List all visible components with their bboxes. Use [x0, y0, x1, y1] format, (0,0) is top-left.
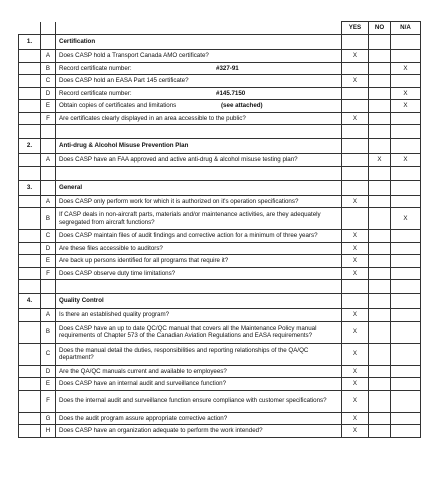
- item-question: [56, 100, 342, 113]
- spacer-cell: [391, 125, 421, 139]
- item-question-text: Does the audit program assure appropriate corrective action?: [59, 414, 228, 422]
- na-mark[interactable]: [391, 242, 421, 255]
- spacer-cell: [19, 280, 41, 294]
- spacer-cell: [369, 125, 391, 139]
- section-header-row: [19, 139, 421, 154]
- section-number: 4.: [19, 294, 41, 309]
- spacer-cell: [369, 280, 391, 294]
- item-number-blank: [19, 309, 41, 322]
- na-mark[interactable]: [391, 378, 421, 391]
- item-question-text: Does CASP have an up to date QC/QC manual that covers all the Maintenance Policy manual requirements of Chapter 573 of the Canadian Aviation Regulations and EASA requirements?: [59, 324, 317, 339]
- item-number-blank: [19, 365, 41, 378]
- na-mark[interactable]: [391, 112, 421, 125]
- item-number-blank: [19, 267, 41, 280]
- blank-header-cell: [41, 22, 56, 35]
- item-question-text: Does CASP observe duty time limitations?: [59, 269, 176, 277]
- item-letter: B: [41, 321, 56, 343]
- item-number-blank: [19, 321, 41, 343]
- no-mark[interactable]: [369, 208, 391, 230]
- checklist-item-row: [19, 195, 421, 208]
- section-letter-blank: [41, 180, 56, 195]
- header-row: [19, 22, 421, 35]
- item-question-text: Record certificate number:: [59, 89, 132, 97]
- section-letter-blank: [41, 294, 56, 309]
- na-mark[interactable]: [391, 425, 421, 438]
- item-letter: D: [41, 242, 56, 255]
- section-title: Anti-drug & Alcohol Misuse Prevention Plan: [56, 139, 342, 154]
- item-question-text: Does CASP maintain files of audit findings and corrective action for a minimum of three years?: [59, 232, 318, 240]
- yes-mark[interactable]: X: [342, 343, 369, 365]
- yes-mark[interactable]: X: [342, 242, 369, 255]
- item-number-blank: [19, 195, 41, 208]
- item-letter: A: [41, 50, 56, 63]
- spacer-cell: [391, 166, 421, 180]
- spacer-cell: [41, 125, 56, 139]
- item-question-text: Does the internal audit and surveillance function ensure compliance with customer specifications?: [59, 397, 327, 405]
- no-mark[interactable]: [369, 390, 391, 412]
- no-mark[interactable]: [369, 412, 391, 425]
- no-mark[interactable]: [369, 75, 391, 88]
- no-mark[interactable]: [369, 100, 391, 113]
- item-question: [56, 343, 342, 365]
- checklist-item-row: [19, 378, 421, 391]
- no-column-header: NO: [369, 22, 391, 35]
- checklist-item-row: [19, 412, 421, 425]
- item-question-text: Does CASP have an internal audit and surveillance function?: [59, 380, 227, 388]
- spacer-cell: [19, 125, 41, 139]
- yes-mark[interactable]: X: [342, 112, 369, 125]
- no-mark[interactable]: [369, 62, 391, 75]
- yes-mark[interactable]: [342, 62, 369, 75]
- yes-mark[interactable]: X: [342, 267, 369, 280]
- checklist-item-row: [19, 154, 421, 167]
- item-letter: F: [41, 390, 56, 412]
- section-header-row: [19, 294, 421, 309]
- no-mark[interactable]: [369, 50, 391, 63]
- item-question-text: Are back up persons identified for all programs that require it?: [59, 257, 229, 265]
- checklist-item-row: [19, 365, 421, 378]
- item-number-blank: [19, 50, 41, 63]
- na-mark[interactable]: [391, 365, 421, 378]
- checklist-item-row: [19, 321, 421, 343]
- item-number-blank: [19, 255, 41, 268]
- checklist-item-row: [19, 112, 421, 125]
- spacer-row: [19, 166, 421, 180]
- no-mark[interactable]: [369, 195, 391, 208]
- item-letter: D: [41, 87, 56, 100]
- checklist-item-row: [19, 87, 421, 100]
- item-number-blank: [19, 208, 41, 230]
- checklist-item-row: [19, 255, 421, 268]
- item-letter: B: [41, 208, 56, 230]
- checklist-item-row: [19, 309, 421, 322]
- yes-mark[interactable]: X: [342, 321, 369, 343]
- section-title: Quality Control: [56, 294, 342, 309]
- no-mark[interactable]: [369, 87, 391, 100]
- spacer-cell: [369, 166, 391, 180]
- item-number-blank: [19, 75, 41, 88]
- na-cell: [391, 139, 421, 154]
- spacer-cell: [56, 280, 342, 294]
- item-question-text: Does the manual detail the duties, responsibilities and reporting relationships of the QA/QC department?: [59, 346, 309, 361]
- na-mark[interactable]: [391, 50, 421, 63]
- item-number-blank: [19, 87, 41, 100]
- na-mark[interactable]: [391, 195, 421, 208]
- item-question-text: Record certificate number:: [59, 64, 132, 72]
- na-mark[interactable]: [391, 75, 421, 88]
- na-mark[interactable]: [391, 230, 421, 243]
- no-mark[interactable]: [369, 309, 391, 322]
- na-mark[interactable]: X: [391, 100, 421, 113]
- checklist-item-row: [19, 343, 421, 365]
- no-mark[interactable]: [369, 255, 391, 268]
- item-number-blank: [19, 378, 41, 391]
- na-mark[interactable]: [391, 390, 421, 412]
- item-question: [56, 50, 342, 63]
- item-question: [56, 62, 342, 75]
- item-letter: G: [41, 412, 56, 425]
- na-mark[interactable]: [391, 343, 421, 365]
- na-cell: [391, 294, 421, 309]
- na-column-header: N/A: [391, 22, 421, 35]
- yes-cell: [342, 294, 369, 309]
- spacer-cell: [342, 125, 369, 139]
- blank-header-cell: [19, 22, 41, 35]
- no-mark[interactable]: [369, 321, 391, 343]
- item-question: [56, 75, 342, 88]
- spacer-cell: [41, 280, 56, 294]
- yes-mark[interactable]: X: [342, 365, 369, 378]
- spacer-cell: [56, 166, 342, 180]
- yes-mark[interactable]: X: [342, 255, 369, 268]
- section-title: Certification: [56, 35, 342, 50]
- item-number-blank: [19, 390, 41, 412]
- checklist-body: [19, 35, 421, 438]
- section-title: General: [56, 180, 342, 195]
- item-question: [56, 267, 342, 280]
- no-mark[interactable]: X: [369, 154, 391, 167]
- item-number-blank: [19, 112, 41, 125]
- yes-mark[interactable]: X: [342, 378, 369, 391]
- item-number-blank: [19, 343, 41, 365]
- checklist-item-row: [19, 75, 421, 88]
- audit-checklist-table: [18, 21, 421, 438]
- na-mark[interactable]: [391, 255, 421, 268]
- item-recorded-value: (see attached): [221, 102, 263, 109]
- no-cell: [369, 35, 391, 50]
- section-header-row: [19, 35, 421, 50]
- no-mark[interactable]: [369, 425, 391, 438]
- section-number: 1.: [19, 35, 41, 50]
- item-letter: A: [41, 154, 56, 167]
- item-question: [56, 208, 342, 230]
- spacer-cell: [342, 166, 369, 180]
- no-mark[interactable]: [369, 267, 391, 280]
- item-letter: H: [41, 425, 56, 438]
- item-question: [56, 321, 342, 343]
- na-mark[interactable]: X: [391, 154, 421, 167]
- item-number-blank: [19, 154, 41, 167]
- na-mark[interactable]: [391, 309, 421, 322]
- item-question-text: Does CASP have an organization adequate to perform the work intended?: [59, 427, 263, 435]
- no-cell: [369, 294, 391, 309]
- item-number-blank: [19, 100, 41, 113]
- item-letter: A: [41, 195, 56, 208]
- item-letter: D: [41, 365, 56, 378]
- item-number-blank: [19, 62, 41, 75]
- spacer-cell: [391, 280, 421, 294]
- item-question-text: Does CASP hold a Transport Canada AMO certificate?: [59, 52, 209, 60]
- item-letter: E: [41, 100, 56, 113]
- item-number-blank: [19, 230, 41, 243]
- checklist-item-row: [19, 100, 421, 113]
- item-question: [56, 255, 342, 268]
- item-question: [56, 195, 342, 208]
- section-letter-blank: [41, 35, 56, 50]
- yes-cell: [342, 139, 369, 154]
- checklist-item-row: [19, 208, 421, 230]
- item-question: [56, 425, 342, 438]
- yes-cell: [342, 35, 369, 50]
- yes-mark[interactable]: [342, 154, 369, 167]
- item-question: [56, 87, 342, 100]
- yes-mark[interactable]: X: [342, 309, 369, 322]
- item-letter: F: [41, 267, 56, 280]
- spacer-row: [19, 280, 421, 294]
- yes-mark[interactable]: [342, 208, 369, 230]
- spacer-row: [19, 125, 421, 139]
- item-question: [56, 230, 342, 243]
- na-mark[interactable]: X: [391, 87, 421, 100]
- item-question: [56, 309, 342, 322]
- spacer-cell: [56, 125, 342, 139]
- item-question-text: Are these files accessible to auditors?: [59, 244, 163, 252]
- item-question: [56, 378, 342, 391]
- section-number: 3.: [19, 180, 41, 195]
- item-question: [56, 390, 342, 412]
- na-mark[interactable]: [391, 412, 421, 425]
- item-question: [56, 242, 342, 255]
- item-question-text: Are the QA/QC manuals current and available to employees?: [59, 367, 227, 375]
- yes-column-header: YES: [342, 22, 369, 35]
- no-cell: [369, 139, 391, 154]
- yes-mark[interactable]: X: [342, 230, 369, 243]
- checklist-item-row: [19, 425, 421, 438]
- item-question: [56, 154, 342, 167]
- yes-mark[interactable]: X: [342, 425, 369, 438]
- item-number-blank: [19, 412, 41, 425]
- na-cell: [391, 35, 421, 50]
- item-recorded-value: #145.7150: [216, 89, 246, 97]
- section-number: 2.: [19, 139, 41, 154]
- yes-mark[interactable]: [342, 100, 369, 113]
- na-mark[interactable]: X: [391, 62, 421, 75]
- item-question: [56, 365, 342, 378]
- no-mark[interactable]: [369, 230, 391, 243]
- spacer-cell: [19, 166, 41, 180]
- item-question-text: Is there an established quality program?: [59, 311, 170, 319]
- no-mark[interactable]: [369, 343, 391, 365]
- item-number-blank: [19, 242, 41, 255]
- blank-header-cell: [56, 22, 342, 35]
- item-letter: C: [41, 343, 56, 365]
- item-letter: E: [41, 255, 56, 268]
- na-mark[interactable]: X: [391, 208, 421, 230]
- yes-mark[interactable]: X: [342, 390, 369, 412]
- yes-mark[interactable]: X: [342, 195, 369, 208]
- yes-mark[interactable]: X: [342, 412, 369, 425]
- na-mark[interactable]: [391, 267, 421, 280]
- item-letter: B: [41, 62, 56, 75]
- item-question: [56, 412, 342, 425]
- item-question-text: Obtain copies of certificates and limitations: [59, 102, 177, 110]
- item-number-blank: [19, 425, 41, 438]
- no-mark[interactable]: [369, 378, 391, 391]
- checklist-item-row: [19, 50, 421, 63]
- checklist-item-row: [19, 242, 421, 255]
- item-question: [56, 112, 342, 125]
- item-question-text: Does CASP only perform work for which it is authorized on it's operation specifications?: [59, 197, 299, 205]
- item-letter: C: [41, 75, 56, 88]
- no-cell: [369, 180, 391, 195]
- section-letter-blank: [41, 139, 56, 154]
- checklist-item-row: [19, 267, 421, 280]
- item-letter: F: [41, 112, 56, 125]
- item-question-text: Does CASP have an FAA approved and active anti-drug & alcohol misuse testing plan?: [59, 156, 298, 164]
- yes-mark[interactable]: [342, 87, 369, 100]
- checklist-item-row: [19, 390, 421, 412]
- spacer-cell: [342, 280, 369, 294]
- yes-mark[interactable]: X: [342, 75, 369, 88]
- no-mark[interactable]: [369, 242, 391, 255]
- yes-mark[interactable]: X: [342, 50, 369, 63]
- checklist-item-row: [19, 62, 421, 75]
- spacer-cell: [41, 166, 56, 180]
- item-letter: C: [41, 230, 56, 243]
- section-header-row: [19, 180, 421, 195]
- yes-cell: [342, 180, 369, 195]
- item-recorded-value: #327-91: [216, 64, 239, 72]
- item-letter: E: [41, 378, 56, 391]
- na-cell: [391, 180, 421, 195]
- na-mark[interactable]: [391, 321, 421, 343]
- item-letter: A: [41, 309, 56, 322]
- checklist-item-row: [19, 230, 421, 243]
- item-question-text: Does CASP hold an EASA Part 145 certificate?: [59, 77, 189, 85]
- no-mark[interactable]: [369, 365, 391, 378]
- item-question-text: If CASP deals in non-aircraft parts, materials and/or maintenance activities, are they adequately segregated from aircraft functions?: [59, 211, 321, 226]
- item-question-text: Are certificates clearly displayed in an area accessible to the public?: [59, 114, 246, 122]
- no-mark[interactable]: [369, 112, 391, 125]
